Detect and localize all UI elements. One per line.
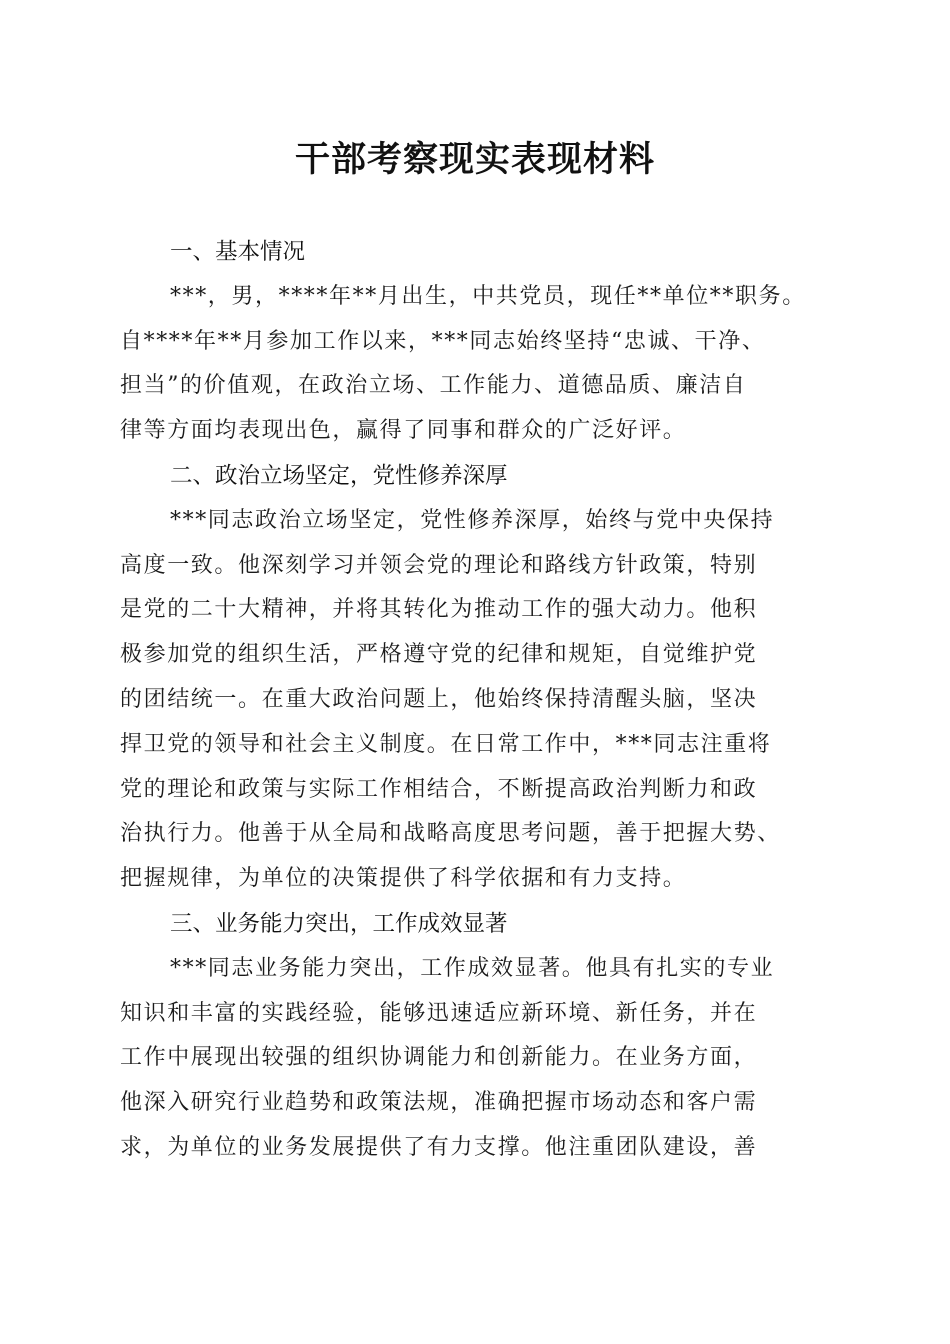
paragraph-line: 治执行力。他善于从全局和战略高度思考问题，善于把握大势、 bbox=[120, 821, 781, 847]
paragraph-line: 律等方面均表现出色，赢得了同事和群众的广泛好评。 bbox=[120, 418, 687, 444]
paragraph-line: 是党的二十大精神，并将其转化为推动工作的强大动力。他积 bbox=[120, 597, 758, 623]
section-paragraph bbox=[120, 947, 835, 1171]
section-political-stance bbox=[120, 454, 835, 902]
paragraph-line: 的团结统一。在重大政治问题上，他始终保持清醒头脑，坚决 bbox=[120, 686, 758, 712]
paragraph-line: ***同志政治立场坚定，党性修养深厚，始终与党中央保持 bbox=[170, 507, 775, 533]
paragraph-line: 极参加党的组织生活，严格遵守党的纪律和规矩，自觉维护党 bbox=[120, 642, 758, 668]
paragraph-line: 工作中展现出较强的组织协调能力和创新能力。在业务方面， bbox=[120, 1045, 758, 1071]
section-heading: 三、业务能力突出，工作成效显著 bbox=[170, 910, 508, 937]
document-title: 干部考察现实表现材料 bbox=[294, 139, 655, 180]
paragraph-line: ***，男，****年**月出生，中共党员，现任**单位**职务。 bbox=[170, 283, 806, 309]
section-business-ability bbox=[120, 902, 835, 1171]
paragraph-line: ***同志业务能力突出，工作成效显著。他具有扎实的专业 bbox=[170, 955, 775, 981]
paragraph-line: 担当”的价值观，在政治立场、工作能力、道德品质、廉洁自 bbox=[120, 373, 747, 399]
paragraph-line: 自****年**月参加工作以来，***同志始终坚持“忠诚、干净、 bbox=[120, 328, 766, 354]
paragraph-line: 党的理论和政策与实际工作相结合，不断提高政治判断力和政 bbox=[120, 776, 758, 802]
section-paragraph bbox=[120, 499, 835, 902]
section-basic-info bbox=[120, 230, 835, 454]
paragraph-line: 高度一致。他深刻学习并领会党的理论和路线方针政策，特别 bbox=[120, 552, 758, 578]
paragraph-line: 知识和丰富的实践经验，能够迅速适应新环境、新任务，并在 bbox=[120, 1000, 758, 1026]
section-paragraph bbox=[120, 275, 835, 454]
paragraph-line: 他深入研究行业趋势和政策法规，准确把握市场动态和客户需 bbox=[120, 1090, 758, 1116]
section-heading: 一、基本情况 bbox=[170, 239, 306, 265]
section-heading: 二、政治立场坚定，党性修养深厚 bbox=[170, 462, 508, 489]
document-body bbox=[120, 230, 835, 1171]
paragraph-line: 把握规律，为单位的决策提供了科学依据和有力支持。 bbox=[120, 866, 687, 892]
paragraph-line: 求，为单位的业务发展提供了有力支撑。他注重团队建设，善 bbox=[120, 1134, 758, 1160]
paragraph-line: 捍卫党的领导和社会主义制度。在日常工作中，***同志注重将 bbox=[120, 731, 772, 757]
